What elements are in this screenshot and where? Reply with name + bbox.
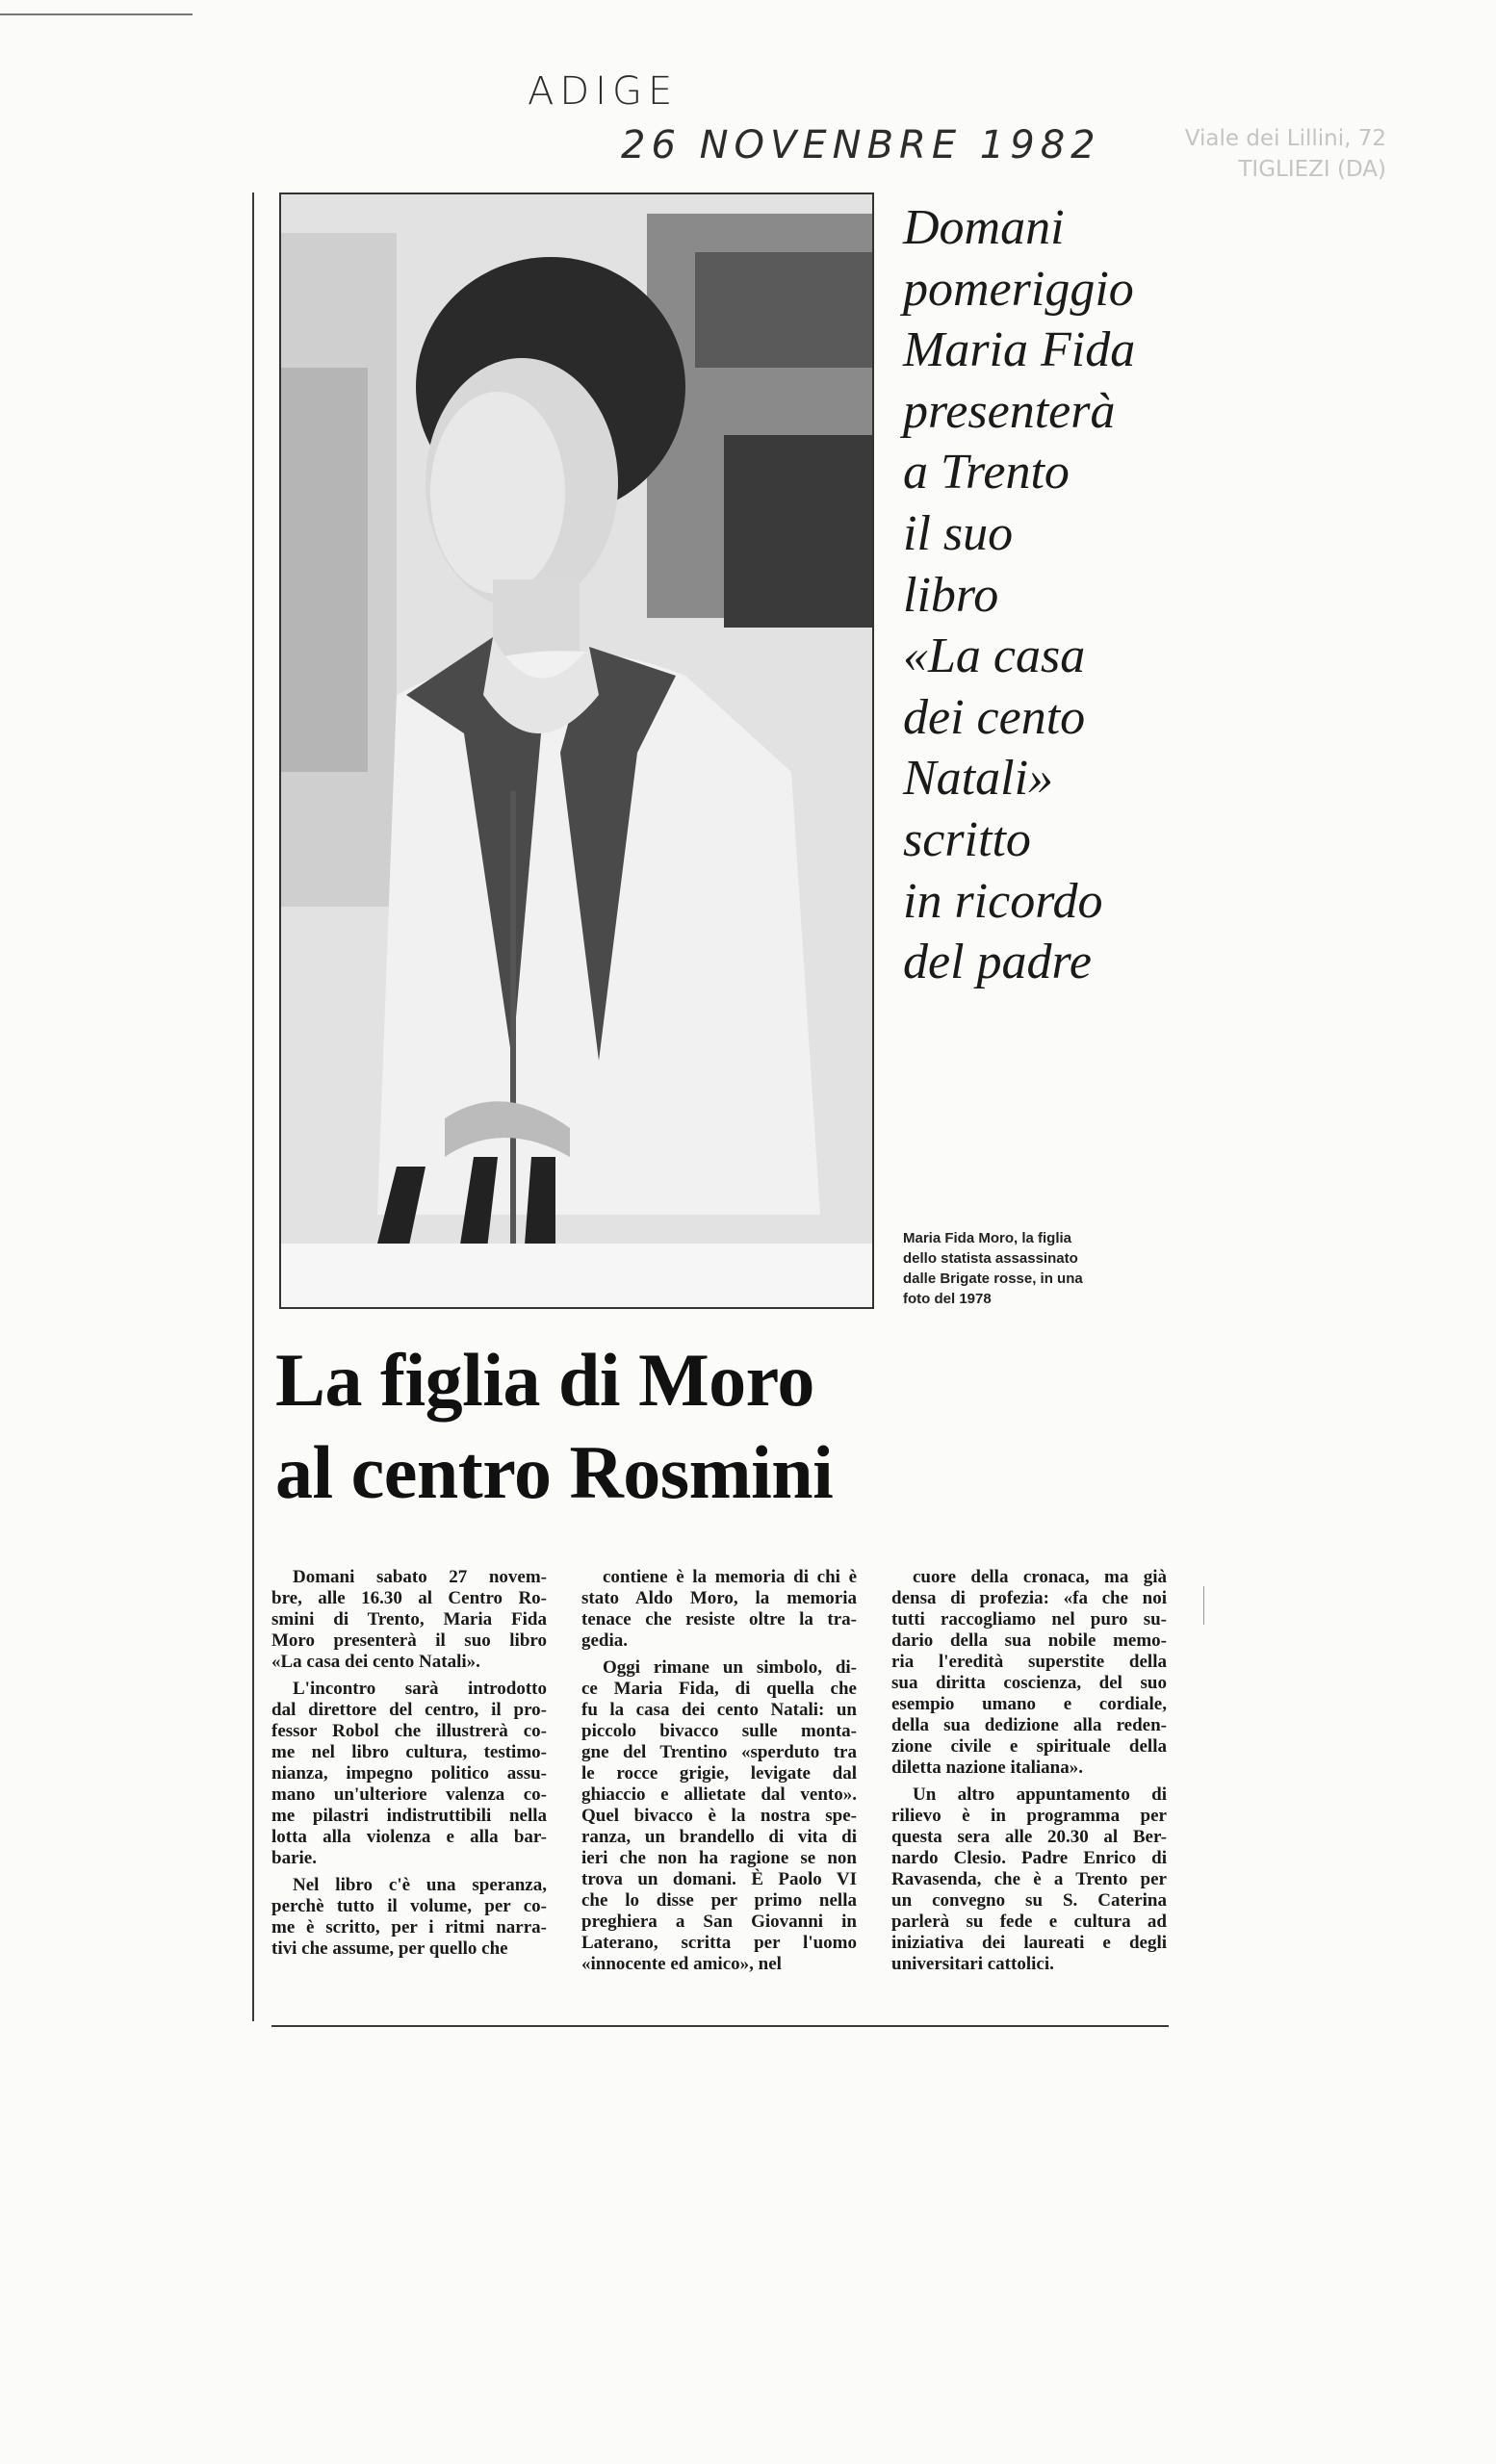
body-column-3 xyxy=(891,1567,1167,1981)
photo-illustration xyxy=(281,194,872,1307)
photo-caption xyxy=(903,1228,1221,1309)
body-line: Nel libro c'è una speranza, xyxy=(293,1875,547,1895)
column-right-mark xyxy=(1203,1586,1204,1625)
kicker-line: a Trento xyxy=(903,445,1070,500)
stamp-line: Viale dei Lillini, 72 xyxy=(1184,126,1386,151)
article-bottom-rule xyxy=(271,2025,1169,2027)
body-line: Quel bivacco è la nostra spe- xyxy=(581,1806,857,1826)
body-line: nianza, impegno politico assu- xyxy=(271,1763,547,1784)
kicker-line: Domani xyxy=(903,200,1065,255)
kicker-line: pomeriggio xyxy=(903,261,1134,317)
body-line: tutti raccogliamo nel puro su- xyxy=(891,1609,1167,1630)
body-line: un convegno su S. Caterina xyxy=(891,1890,1167,1911)
kicker-line: dei cento xyxy=(903,689,1086,745)
kicker-line: «La casa xyxy=(903,629,1086,684)
body-line: gedia. xyxy=(581,1630,629,1651)
body-line: me è scritto, per i ritmi narra- xyxy=(271,1917,547,1938)
kicker-text xyxy=(903,197,1221,993)
body-column-2 xyxy=(581,1567,857,1981)
kicker-line: in ricordo xyxy=(903,873,1103,929)
body-paragraph xyxy=(271,1679,547,1869)
body-line: Oggi rimane un simbolo, di- xyxy=(603,1657,857,1678)
headline-line: La figlia di Moro xyxy=(275,1338,814,1422)
body-line: iniziativa dei laureati e degli xyxy=(891,1933,1167,1953)
body-line: piccolo bivacco sulle monta- xyxy=(581,1721,857,1741)
body-line: ieri che non ha ragione se non xyxy=(581,1848,857,1868)
body-paragraph xyxy=(581,1567,857,1652)
body-paragraph xyxy=(271,1875,547,1960)
body-line: Un altro appuntamento di xyxy=(913,1784,1167,1805)
body-line: perchè tutto il volume, per co- xyxy=(271,1896,547,1916)
body-line: L'incontro sarà introdotto xyxy=(293,1679,547,1699)
body-line: ce Maria Fida, di quella che xyxy=(581,1679,857,1699)
headline-line: al centro Rosmini xyxy=(275,1430,834,1514)
caption-line: foto del 1978 xyxy=(903,1291,992,1307)
body-line: Laterano, scritta per l'uomo xyxy=(581,1933,857,1953)
body-line: questa sera alle 20.30 al Ber- xyxy=(891,1827,1167,1847)
body-line: trova un domani. È Paolo VI xyxy=(581,1869,857,1889)
body-line: ghiaccio e allietate dal vento». xyxy=(581,1784,857,1805)
body-line: me pilastri indistruttibili nella xyxy=(271,1806,547,1826)
body-line: fessor Robol che illustrerà co- xyxy=(271,1721,547,1741)
body-line: le rocce grigie, levigate dal xyxy=(581,1763,857,1784)
body-paragraph xyxy=(271,1567,547,1673)
body-line: fu la casa dei cento Natali: un xyxy=(581,1700,857,1720)
body-line: «La casa dei cento Natali». xyxy=(271,1652,480,1672)
body-line: rilievo è in programma per xyxy=(891,1806,1167,1826)
body-line: sua diritta coscienza, del suo xyxy=(891,1673,1167,1693)
handwritten-date: 26 NOVENBRE 1982 xyxy=(621,123,1101,167)
portrait-photo xyxy=(279,192,874,1309)
body-line: gne del Trentino «sperduto tra xyxy=(581,1742,857,1762)
body-line: ria l'eredità superstite della xyxy=(891,1652,1167,1672)
body-line: dal direttore del centro, il pro- xyxy=(271,1700,547,1720)
body-line: lotta alla violenza e alla bar- xyxy=(271,1827,547,1847)
kicker-line: il suo xyxy=(903,505,1014,561)
body-paragraph xyxy=(891,1567,1167,1779)
caption-line: dalle Brigate rosse, in una xyxy=(903,1270,1083,1287)
body-line: Moro presenterà il suo libro xyxy=(271,1630,547,1651)
caption-line: dello statista assassinato xyxy=(903,1250,1078,1267)
body-line: cuore della cronaca, ma già xyxy=(913,1567,1167,1587)
body-paragraph xyxy=(581,1657,857,1975)
body-line: bre, alle 16.30 al Centro Ro- xyxy=(271,1588,547,1608)
body-line: parlerà su fede e cultura ad xyxy=(891,1912,1167,1932)
body-line: me nel libro cultura, testimo- xyxy=(271,1742,547,1762)
caption-line: Maria Fida Moro, la figlia xyxy=(903,1230,1072,1246)
handwritten-newspaper-name: ADIGE xyxy=(528,69,679,114)
body-line: «innocente ed amico», nel xyxy=(581,1954,782,1974)
body-paragraph xyxy=(891,1784,1167,1975)
body-line: barie. xyxy=(271,1848,317,1868)
article-headline xyxy=(275,1334,1219,1519)
body-line: mano un'ulteriore valenza co- xyxy=(271,1784,547,1805)
article-left-border xyxy=(252,192,254,2021)
body-line: universitari cattolici. xyxy=(891,1954,1054,1974)
body-line: preghiera a San Giovanni in xyxy=(581,1912,857,1932)
body-line: nardo Clesio. Padre Enrico di xyxy=(891,1848,1167,1868)
body-line: tenace che resiste oltre la tra- xyxy=(581,1609,857,1630)
faded-address-stamp xyxy=(1069,123,1386,185)
body-line: esempio umano e cordiale, xyxy=(891,1694,1167,1714)
kicker-line: Natali» xyxy=(903,751,1054,807)
body-line: zione civile e spirituale della xyxy=(891,1736,1167,1757)
body-line: contiene è la memoria di chi è xyxy=(603,1567,857,1587)
body-line: tivi che assume, per quello che xyxy=(271,1938,508,1959)
body-line: Ravasenda, che è a Trento per xyxy=(891,1869,1167,1889)
stamp-line: TIGLIEZI (DA) xyxy=(1238,157,1386,182)
kicker-line: presenterà xyxy=(903,383,1116,439)
body-line: della sua dedizione alla reden- xyxy=(891,1715,1167,1735)
body-column-1 xyxy=(271,1567,547,1965)
kicker-line: libro xyxy=(903,567,999,623)
body-line: stato Aldo Moro, la memoria xyxy=(581,1588,857,1608)
body-line: ranza, un brandello di vita di xyxy=(581,1827,857,1847)
kicker-line: Maria Fida xyxy=(903,322,1136,378)
body-line: smini di Trento, Maria Fida xyxy=(271,1609,547,1630)
body-line: diletta nazione italiana». xyxy=(891,1758,1083,1778)
body-line: che lo disse per primo nella xyxy=(581,1890,857,1911)
top-edge-rule xyxy=(0,13,193,15)
body-line: densa di profezia: «fa che noi xyxy=(891,1588,1167,1608)
kicker-line: scritto xyxy=(903,811,1031,867)
body-line: Domani sabato 27 novem- xyxy=(293,1567,547,1587)
body-line: dario della sua nobile memo- xyxy=(891,1630,1167,1651)
kicker-line: del padre xyxy=(903,935,1092,990)
